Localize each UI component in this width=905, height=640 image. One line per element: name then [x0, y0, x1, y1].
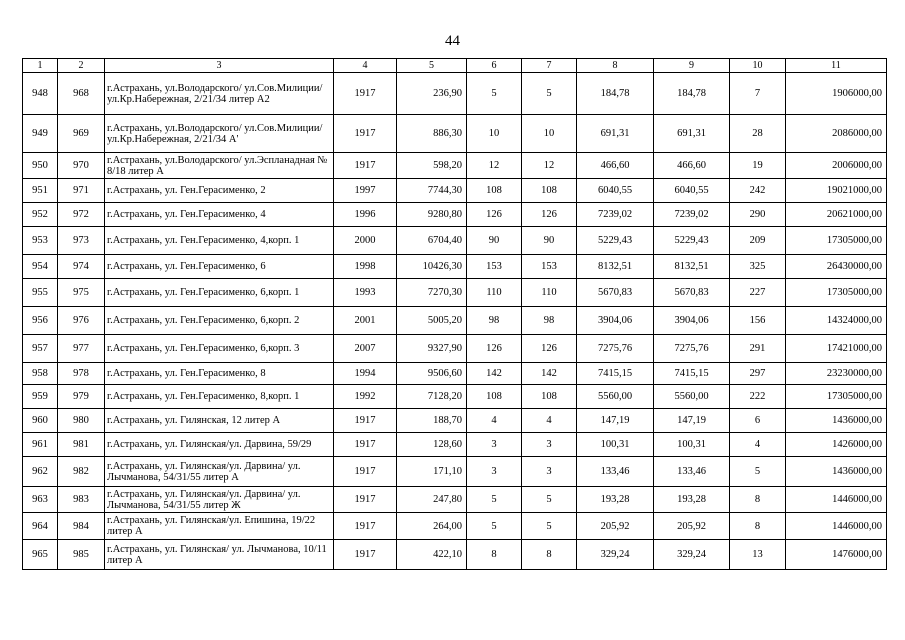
cell-c11: 17421000,00: [786, 335, 887, 363]
cell-c1: 961: [23, 433, 58, 457]
cell-c4: 1993: [334, 279, 397, 307]
cell-c4: 1917: [334, 153, 397, 179]
cell-c8: 691,31: [577, 115, 654, 153]
cell-c10: 4: [730, 433, 786, 457]
cell-c6: 90: [467, 227, 522, 255]
cell-c1: 951: [23, 179, 58, 203]
cell-c4: 1998: [334, 255, 397, 279]
cell-c11: 1426000,00: [786, 433, 887, 457]
cell-c3: г.Астрахань, ул. Ген.Герасименко, 6,корп. 3: [105, 335, 334, 363]
cell-c1: 954: [23, 255, 58, 279]
cell-c3: г.Астрахань, ул. Ген.Герасименко, 4: [105, 203, 334, 227]
cell-c4: 1917: [334, 433, 397, 457]
cell-c10: 290: [730, 203, 786, 227]
cell-c3: г.Астрахань, ул. Гилянская/ул. Дарвина/ ул. Лычманова, 54/31/55 литер Ж: [105, 487, 334, 513]
cell-c7: 4: [522, 409, 577, 433]
cell-c3: г.Астрахань, ул.Володарского/ ул.Сов.Милиции/ ул.Кр.Набережная, 2/21/34 А': [105, 115, 334, 153]
cell-c10: 7: [730, 73, 786, 115]
cell-c4: 1917: [334, 73, 397, 115]
cell-c1: 952: [23, 203, 58, 227]
cell-c5: 9506,60: [397, 363, 467, 385]
cell-c5: 9280,80: [397, 203, 467, 227]
column-header-5: 5: [397, 59, 467, 73]
cell-c6: 110: [467, 279, 522, 307]
cell-c2: 982: [58, 457, 105, 487]
cell-c4: 2007: [334, 335, 397, 363]
cell-c11: 2006000,00: [786, 153, 887, 179]
cell-c8: 184,78: [577, 73, 654, 115]
cell-c5: 236,90: [397, 73, 467, 115]
cell-c5: 247,80: [397, 487, 467, 513]
cell-c4: 1997: [334, 179, 397, 203]
cell-c2: 973: [58, 227, 105, 255]
cell-c10: 19: [730, 153, 786, 179]
cell-c4: 1917: [334, 513, 397, 540]
cell-c4: 1917: [334, 115, 397, 153]
cell-c2: 974: [58, 255, 105, 279]
cell-c8: 466,60: [577, 153, 654, 179]
cell-c7: 5: [522, 487, 577, 513]
cell-c11: 17305000,00: [786, 385, 887, 409]
cell-c10: 297: [730, 363, 786, 385]
cell-c9: 133,46: [654, 457, 730, 487]
cell-c6: 126: [467, 203, 522, 227]
cell-c4: 1917: [334, 540, 397, 570]
cell-c9: 7415,15: [654, 363, 730, 385]
cell-c1: 953: [23, 227, 58, 255]
cell-c7: 98: [522, 307, 577, 335]
cell-c4: 1917: [334, 409, 397, 433]
cell-c2: 978: [58, 363, 105, 385]
cell-c7: 110: [522, 279, 577, 307]
cell-c11: 17305000,00: [786, 279, 887, 307]
cell-c11: 2086000,00: [786, 115, 887, 153]
cell-c7: 90: [522, 227, 577, 255]
cell-c1: 955: [23, 279, 58, 307]
cell-c3: г.Астрахань, ул. Ген.Герасименко, 6,корп. 2: [105, 307, 334, 335]
column-header-10: 10: [730, 59, 786, 73]
cell-c3: г.Астрахань, ул. Ген.Герасименко, 8,корп. 1: [105, 385, 334, 409]
cell-c11: 23230000,00: [786, 363, 887, 385]
cell-c7: 153: [522, 255, 577, 279]
column-header-8: 8: [577, 59, 654, 73]
cell-c7: 12: [522, 153, 577, 179]
cell-c3: г.Астрахань, ул.Володарского/ ул.Сов.Милиции/ул.Кр.Набережная, 2/21/34 литер А2: [105, 73, 334, 115]
cell-c11: 1436000,00: [786, 409, 887, 433]
cell-c1: 965: [23, 540, 58, 570]
cell-c2: 975: [58, 279, 105, 307]
cell-c10: 227: [730, 279, 786, 307]
cell-c6: 4: [467, 409, 522, 433]
cell-c1: 959: [23, 385, 58, 409]
cell-c10: 291: [730, 335, 786, 363]
cell-c3: г.Астрахань, ул. Ген.Герасименко, 8: [105, 363, 334, 385]
cell-c6: 108: [467, 385, 522, 409]
table-row: [23, 487, 887, 513]
cell-c9: 3904,06: [654, 307, 730, 335]
cell-c1: 964: [23, 513, 58, 540]
cell-c2: 979: [58, 385, 105, 409]
cell-c6: 3: [467, 457, 522, 487]
cell-c7: 5: [522, 73, 577, 115]
page-number: 44: [445, 33, 460, 49]
cell-c1: 962: [23, 457, 58, 487]
cell-c8: 7239,02: [577, 203, 654, 227]
cell-c9: 8132,51: [654, 255, 730, 279]
cell-c10: 222: [730, 385, 786, 409]
cell-c7: 3: [522, 433, 577, 457]
cell-c8: 147,19: [577, 409, 654, 433]
cell-c5: 128,60: [397, 433, 467, 457]
cell-c2: 972: [58, 203, 105, 227]
table-header-row: [23, 59, 887, 73]
cell-c7: 126: [522, 335, 577, 363]
column-header-6: 6: [467, 59, 522, 73]
table-row: [23, 433, 887, 457]
table-row: [23, 153, 887, 179]
cell-c9: 7239,02: [654, 203, 730, 227]
cell-c2: 980: [58, 409, 105, 433]
cell-c10: 209: [730, 227, 786, 255]
cell-c5: 7128,20: [397, 385, 467, 409]
cell-c4: 1917: [334, 457, 397, 487]
cell-c5: 171,10: [397, 457, 467, 487]
cell-c4: 1917: [334, 487, 397, 513]
cell-c8: 329,24: [577, 540, 654, 570]
cell-c2: 968: [58, 73, 105, 115]
cell-c3: г.Астрахань, ул. Ген.Герасименко, 6,корп. 1: [105, 279, 334, 307]
cell-c3: г.Астрахань, ул. Ген.Герасименко, 4,корп. 1: [105, 227, 334, 255]
cell-c9: 5229,43: [654, 227, 730, 255]
column-header-7: 7: [522, 59, 577, 73]
cell-c1: 948: [23, 73, 58, 115]
column-header-4: 4: [334, 59, 397, 73]
cell-c9: 691,31: [654, 115, 730, 153]
cell-c5: 598,20: [397, 153, 467, 179]
cell-c6: 12: [467, 153, 522, 179]
table-row: [23, 73, 887, 115]
cell-c4: 2000: [334, 227, 397, 255]
cell-c11: 1446000,00: [786, 487, 887, 513]
cell-c8: 133,46: [577, 457, 654, 487]
cell-c10: 13: [730, 540, 786, 570]
column-header-3: 3: [105, 59, 334, 73]
table-row: [23, 255, 887, 279]
cell-c6: 153: [467, 255, 522, 279]
cell-c7: 126: [522, 203, 577, 227]
cell-c6: 126: [467, 335, 522, 363]
cell-c2: 983: [58, 487, 105, 513]
cell-c9: 147,19: [654, 409, 730, 433]
cell-c2: 976: [58, 307, 105, 335]
cell-c7: 142: [522, 363, 577, 385]
cell-c8: 8132,51: [577, 255, 654, 279]
cell-c6: 5: [467, 73, 522, 115]
cell-c9: 5670,83: [654, 279, 730, 307]
cell-c3: г.Астрахань, ул. Ген.Герасименко, 2: [105, 179, 334, 203]
cell-c3: г.Астрахань, ул. Гилянская/ ул. Лычманова, 10/11 литер А: [105, 540, 334, 570]
column-header-1: 1: [23, 59, 58, 73]
cell-c8: 5229,43: [577, 227, 654, 255]
cell-c6: 108: [467, 179, 522, 203]
cell-c5: 264,00: [397, 513, 467, 540]
cell-c7: 108: [522, 385, 577, 409]
table-row: [23, 540, 887, 570]
table-row: [23, 279, 887, 307]
cell-c8: 7275,76: [577, 335, 654, 363]
table-row: [23, 363, 887, 385]
cell-c6: 98: [467, 307, 522, 335]
column-header-2: 2: [58, 59, 105, 73]
cell-c8: 6040,55: [577, 179, 654, 203]
cell-c9: 205,92: [654, 513, 730, 540]
cell-c6: 142: [467, 363, 522, 385]
cell-c8: 3904,06: [577, 307, 654, 335]
column-header-9: 9: [654, 59, 730, 73]
cell-c5: 7744,30: [397, 179, 467, 203]
cell-c4: 1996: [334, 203, 397, 227]
cell-c6: 10: [467, 115, 522, 153]
cell-c1: 956: [23, 307, 58, 335]
cell-c11: 17305000,00: [786, 227, 887, 255]
cell-c4: 2001: [334, 307, 397, 335]
cell-c11: 19021000,00: [786, 179, 887, 203]
cell-c9: 466,60: [654, 153, 730, 179]
cell-c7: 8: [522, 540, 577, 570]
cell-c5: 7270,30: [397, 279, 467, 307]
cell-c4: 1992: [334, 385, 397, 409]
cell-c10: 325: [730, 255, 786, 279]
cell-c5: 422,10: [397, 540, 467, 570]
cell-c10: 6: [730, 409, 786, 433]
cell-c2: 977: [58, 335, 105, 363]
cell-c8: 100,31: [577, 433, 654, 457]
cell-c11: 1906000,00: [786, 73, 887, 115]
cell-c10: 8: [730, 487, 786, 513]
cell-c11: 1446000,00: [786, 513, 887, 540]
cell-c3: г.Астрахань, ул. Ген.Герасименко, 6: [105, 255, 334, 279]
table-row: [23, 457, 887, 487]
cell-c2: 970: [58, 153, 105, 179]
cell-c7: 5: [522, 513, 577, 540]
cell-c3: г.Астрахань, ул. Гилянская/ул. Дарвина/ ул. Лычманова, 54/31/55 литер А: [105, 457, 334, 487]
table-row: [23, 203, 887, 227]
cell-c1: 949: [23, 115, 58, 153]
cell-c7: 10: [522, 115, 577, 153]
cell-c9: 7275,76: [654, 335, 730, 363]
cell-c9: 100,31: [654, 433, 730, 457]
cell-c10: 242: [730, 179, 786, 203]
cell-c11: 14324000,00: [786, 307, 887, 335]
cell-c8: 5670,83: [577, 279, 654, 307]
cell-c2: 984: [58, 513, 105, 540]
cell-c1: 963: [23, 487, 58, 513]
cell-c5: 9327,90: [397, 335, 467, 363]
cell-c10: 28: [730, 115, 786, 153]
cell-c6: 5: [467, 487, 522, 513]
table-row: [23, 307, 887, 335]
cell-c5: 188,70: [397, 409, 467, 433]
cell-c7: 108: [522, 179, 577, 203]
housing-table: [22, 58, 887, 570]
table-row: [23, 335, 887, 363]
cell-c3: г.Астрахань, ул. Гилянская, 12 литер А: [105, 409, 334, 433]
cell-c11: 1476000,00: [786, 540, 887, 570]
table-row: [23, 115, 887, 153]
cell-c6: 8: [467, 540, 522, 570]
cell-c4: 1994: [334, 363, 397, 385]
cell-c9: 329,24: [654, 540, 730, 570]
cell-c2: 969: [58, 115, 105, 153]
cell-c10: 156: [730, 307, 786, 335]
cell-c3: г.Астрахань, ул. Гилянская/ул. Дарвина, 59/29: [105, 433, 334, 457]
cell-c8: 193,28: [577, 487, 654, 513]
cell-c5: 6704,40: [397, 227, 467, 255]
table-row: [23, 513, 887, 540]
cell-c10: 5: [730, 457, 786, 487]
cell-c10: 8: [730, 513, 786, 540]
cell-c9: 6040,55: [654, 179, 730, 203]
table-row: [23, 227, 887, 255]
table-row: [23, 409, 887, 433]
cell-c3: г.Астрахань, ул. Гилянская/ул. Епишина, 19/22 литер А: [105, 513, 334, 540]
cell-c1: 957: [23, 335, 58, 363]
cell-c2: 971: [58, 179, 105, 203]
cell-c9: 184,78: [654, 73, 730, 115]
cell-c7: 3: [522, 457, 577, 487]
cell-c5: 5005,20: [397, 307, 467, 335]
cell-c11: 20621000,00: [786, 203, 887, 227]
cell-c5: 10426,30: [397, 255, 467, 279]
cell-c2: 981: [58, 433, 105, 457]
cell-c11: 1436000,00: [786, 457, 887, 487]
table-row: [23, 179, 887, 203]
cell-c1: 958: [23, 363, 58, 385]
cell-c1: 960: [23, 409, 58, 433]
cell-c8: 7415,15: [577, 363, 654, 385]
cell-c6: 3: [467, 433, 522, 457]
cell-c9: 193,28: [654, 487, 730, 513]
table-row: [23, 385, 887, 409]
cell-c1: 950: [23, 153, 58, 179]
cell-c8: 205,92: [577, 513, 654, 540]
cell-c8: 5560,00: [577, 385, 654, 409]
cell-c9: 5560,00: [654, 385, 730, 409]
cell-c5: 886,30: [397, 115, 467, 153]
column-header-11: 11: [786, 59, 887, 73]
cell-c2: 985: [58, 540, 105, 570]
cell-c6: 5: [467, 513, 522, 540]
cell-c3: г.Астрахань, ул.Володарского/ ул.Эспланадная № 8/18 литер А: [105, 153, 334, 179]
cell-c11: 26430000,00: [786, 255, 887, 279]
